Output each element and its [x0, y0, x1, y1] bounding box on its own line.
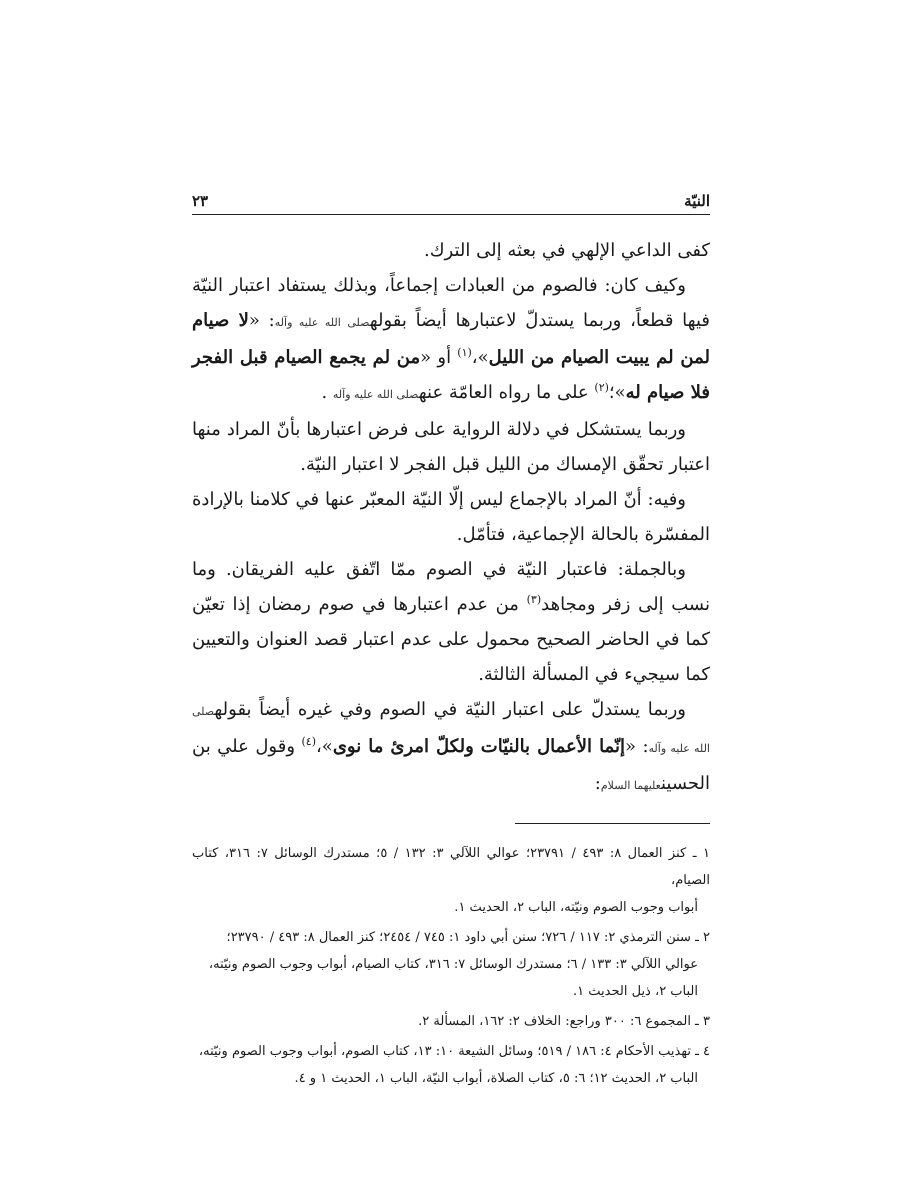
- paragraph-6-text-a: وربما يستدلّ على اعتبار النيّة في الصوم وفي غيره أيضاً بقوله: [214, 699, 686, 720]
- paragraph-1-text: كفى الداعي الإلهي في بعثه إلى الترك.: [423, 240, 710, 261]
- paragraph-6-text-e: :: [594, 773, 601, 794]
- paragraph-6-text-d: وقول علي بن الحسين: [192, 736, 710, 794]
- paragraph-2-text-e: »؛: [608, 382, 626, 403]
- footnote-ref-4[interactable]: (٤): [301, 735, 316, 748]
- paragraph-5-text-a: وبالجملة: فاعتبار النيّة في الصوم ممّا اتّفق عليه الفريقان. وما نسب إلى زفر ومجاهد: [192, 559, 710, 615]
- paragraph-6-text-b: : «: [624, 736, 649, 757]
- paragraph-3-text: وربما يستشكل في دلالة الرواية على فرض اعتبارها بأنّ المراد منها اعتبار تحقّق الإمساك من الليل قبل الفجر لا اعتبار النيّة.: [192, 419, 710, 475]
- main-text: [192, 233, 710, 803]
- footnote-ref-1[interactable]: (١): [457, 346, 472, 359]
- footnotes: [192, 840, 710, 1092]
- footnote-2-line-2: عوالي اللآلي ٣: ١٣٣ / ٦؛ مستدرك الوسائل ٧: ٣١٦، كتاب الصيام، أبواب وجوب الصوم ونيّته،: [208, 957, 698, 972]
- footnote-3-line-1: ٣ ـ المجموع ٦: ٣٠٠ وراجع: الخلاف ٢: ١٦٢، المسألة ٢.: [418, 1014, 710, 1029]
- running-header: [192, 180, 710, 215]
- hadith-quote-3: إنّما الأعمال بالنيّات ولكلّ امرئ ما نوى: [332, 736, 625, 757]
- paragraph-6-text-c: »،: [316, 736, 333, 757]
- paragraph-4-text: وفيه: أنّ المراد بالإجماع ليس إلّا النيّة المعبّر عنها في كلامنا بالإرادة المفسّرة بالحالة الإجماعية، فتأمّل.: [192, 489, 710, 545]
- footnote-4: [192, 1038, 710, 1092]
- footnote-4-line-1: ٤ ـ تهذيب الأحكام ٤: ١٨٦ / ٥١٩؛ وسائل الشيعة ١٠: ١٣، كتاب الصوم، أبواب وجوب الصوم ونيّته،: [198, 1044, 710, 1059]
- paragraph-5: [192, 552, 710, 692]
- paragraph-5-text-b: من عدم اعتبارها في صوم رمضان إذا تعيّن كما في الحاضر الصحيح محمول على عدم اعتبار قصد العنوان والتعيين كما سيجيء في المسألة الثالثة.: [192, 594, 710, 685]
- footnote-3: [192, 1008, 710, 1035]
- paragraph-3: [192, 412, 710, 482]
- paragraph-6: [192, 692, 710, 803]
- footnote-1: [192, 840, 710, 921]
- footnote-2-line-3: الباب ٢، ذيل الحديث ١.: [573, 984, 698, 999]
- paragraph-2-text-a: وكيف كان: فالصوم من العبادات إجماعاً، وبذلك يستفاد اعتبار النيّة فيها قطعاً، وربما يستدلّ لاعتبارها أيضاً بقوله: [192, 275, 710, 331]
- salawat-honorific: صلى الله عليه وآله: [274, 316, 370, 329]
- footnote-1-line-1: ١ ـ كنز العمال ٨: ٤٩٣ / ٢٣٧٩١؛ عوالي اللآلي ٣: ١٣٢ / ٥؛ مستدرك الوسائل ٧: ٣١٦، كتاب الصيام،: [192, 846, 710, 888]
- footnote-2-line-1: ٢ ـ سنن الترمذي ٢: ١١٧ / ٧٢٦؛ سنن أبي داود ١: ٧٤٥ / ٢٤٥٤؛ كنز العمال ٨: ٤٩٣ / ٢٣٧٩٠؛: [226, 930, 710, 945]
- footnote-2: [192, 924, 710, 1005]
- paragraph-2: [192, 268, 710, 412]
- footnote-4-line-2: الباب ٢، الحديث ١٢؛ ٦: ٥، كتاب الصلاة، أبواب النيّة، الباب ١، الحديث ١ و ٤.: [294, 1071, 698, 1086]
- paragraph-2-text-b: : «: [248, 310, 275, 331]
- footnote-ref-3[interactable]: (٣): [526, 593, 542, 606]
- paragraph-4: [192, 482, 710, 552]
- paragraph-2-text-c: »،: [471, 347, 489, 368]
- hadith-quote-2: من لم يجمع الصيام قبل الفجر فلا صيام له: [192, 347, 710, 403]
- paragraph-2-text-d: أو «: [420, 347, 458, 368]
- book-page: [192, 180, 710, 1095]
- footnote-separator: [515, 823, 710, 824]
- page-number: ٢٣: [192, 192, 209, 210]
- alayhima-honorific: عليهما السلام: [600, 779, 661, 792]
- paragraph-2-text-g: .: [321, 382, 333, 403]
- hadith-quote-1: لا صيام لمن لم يبيت الصيام من الليل: [192, 310, 710, 368]
- paragraph-2-text-f: على ما رواه العامّة عنه: [418, 382, 595, 403]
- salawat-honorific: صلى الله عليه وآله: [332, 388, 419, 401]
- chapter-title: النيّة: [684, 192, 710, 210]
- salawat-honorific: صلى الله عليه وآله: [192, 705, 710, 755]
- paragraph-1: [192, 233, 710, 268]
- footnote-ref-2[interactable]: (٢): [594, 381, 609, 394]
- footnote-1-line-2: أبواب وجوب الصوم ونيّته، الباب ٢، الحديث ١.: [454, 900, 698, 915]
